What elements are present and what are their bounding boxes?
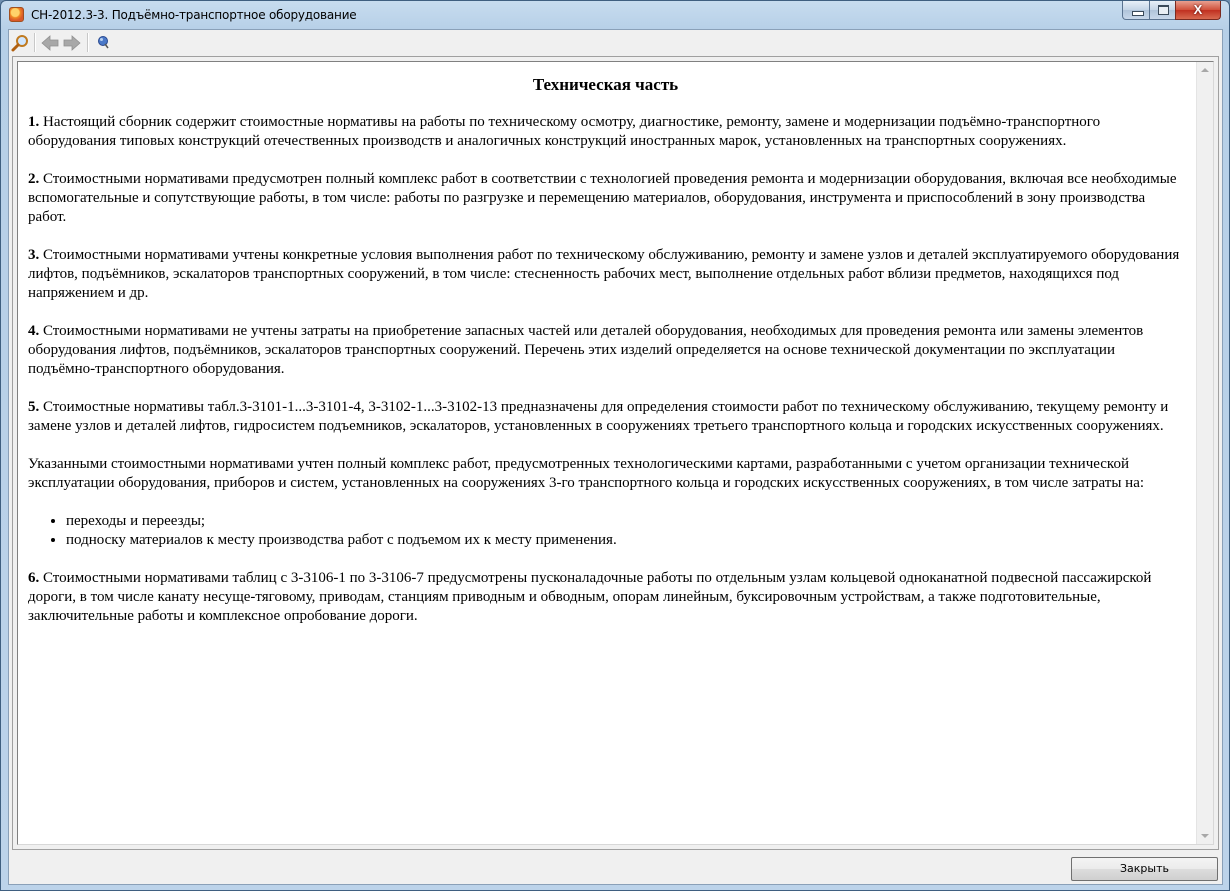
paragraph-number: 1. xyxy=(28,114,40,130)
note-paragraph: Указанными стоимостными нормативами учтен полный комплекс работ, предусмотренных технологическими картами, разработанными с учетом организации технической эксплуатации оборудования, приборов и систем, установленных на сооружениях 3-го транспортного кольца и городских искусственных сооружениях, в том числе затраты на: xyxy=(28,456,1145,491)
window-close-button[interactable] xyxy=(1175,1,1221,20)
paragraph-3 xyxy=(28,246,1183,303)
maximize-icon xyxy=(1158,5,1169,15)
document-frame xyxy=(12,56,1219,850)
document-body xyxy=(18,62,1193,844)
globe-pin-icon xyxy=(92,32,114,54)
back-button[interactable] xyxy=(39,32,61,54)
paragraph-text: Стоимостными нормативами предусмотрен полный комплекс работ в соответствии с технологией проведения ремонта и модернизации оборудования, включая все необходимые вспомогательные и сопутствующие работы, в том числе: работы по разгрузке и перемещению материалов, оборудования, инструмента и приспособлений в зону производства работ. xyxy=(28,171,1177,225)
paragraph-number: 2. xyxy=(28,171,40,187)
paragraph-number: 3. xyxy=(28,247,40,263)
client-area xyxy=(8,29,1223,885)
forward-button[interactable] xyxy=(61,32,83,54)
paragraph-1 xyxy=(28,113,1183,151)
title-bar[interactable] xyxy=(1,1,1229,29)
paragraph-number: 5. xyxy=(28,399,40,415)
close-icon: X xyxy=(1193,2,1203,17)
search-button[interactable] xyxy=(10,32,32,54)
paragraph-5 xyxy=(28,398,1183,436)
list-item: • переходы и переезды; xyxy=(66,512,1183,531)
window-title: СН-2012.3-3. Подъёмно-транспортное оборудование xyxy=(31,8,357,22)
paragraph-number: 4. xyxy=(28,323,40,339)
arrow-left-icon xyxy=(39,32,61,54)
cost-list xyxy=(28,512,1183,550)
paragraph-text: Стоимостные нормативы табл.3-3101-1...3-3101-4, 3-3102-1...3-3102-13 предназначены для определения стоимости работ по техническому обслуживанию, текущему ремонту и замене узлов и деталей лифтов, гидросистем подъемников, эскалаторов, установленных в сооружениях третьего транспортного кольца и городских искусственных сооружениях. xyxy=(28,399,1169,434)
document-heading: Техническая часть xyxy=(532,75,679,94)
list-item: • подноску материалов к месту производства работ с подъемом их к месту применения. xyxy=(66,531,1183,550)
paragraph-text: Стоимостными нормативами учтены конкретные условия выполнения работ по техническому обслуживанию, ремонту и замене узлов и деталей эксплуатируемого оборудования лифтов, подъёмников, эскалаторов транспортных сооружений, в том числе: стесненность рабочих мест, выполнение отдельных работ вблизи предметов, находящихся под напряжением и др. xyxy=(28,247,1180,301)
paragraph-text: Стоимостными нормативами не учтены затраты на приобретение запасных частей или деталей оборудования, необходимых для проведения ремонта или замены элементов оборудования лифтов, подъёмников, эскалаторов транспортных сооружений. Перечень этих изделий определяется на основе технической документации по эксплуатации подъёмно-транспортного оборудования. xyxy=(28,323,1144,377)
paragraph-text: Настоящий сборник содержит стоимостные нормативы на работы по техническому осмотру, диагностике, ремонту, замене и модернизации подъёмно-транспортного оборудования типовых конструкций отечественных производств и аналогичных конструкций иностранных марок, установленных на транспортных сооружениях. xyxy=(28,114,1101,149)
scroll-down-icon[interactable] xyxy=(1201,834,1209,838)
vertical-scrollbar[interactable] xyxy=(1196,62,1213,844)
magnifier-icon xyxy=(10,32,32,54)
paragraph-text: Стоимостными нормативами таблиц с 3-3106-1 по 3-3106-7 предусмотрены пусконаладочные работы по отдельным узлам кольцевой одноканатной подвесной пассажирской дороги, в том числе канату несуще-тяговому, приводам, станциям приводным и обводным, опорам линейным, буксировочным устройствам, а также подготовительные, заключительные работы и комплексное опробование дороги. xyxy=(28,570,1152,624)
paragraph-number: 6. xyxy=(28,570,40,586)
paragraph-2 xyxy=(28,170,1183,227)
document-viewer[interactable] xyxy=(17,61,1214,845)
locate-button[interactable] xyxy=(92,32,114,54)
paragraph-6 xyxy=(28,569,1183,626)
paragraph-4 xyxy=(28,322,1183,379)
minimize-icon xyxy=(1132,11,1144,16)
app-logo-icon xyxy=(9,7,24,22)
maximize-button[interactable] xyxy=(1149,1,1176,20)
toolbar-separator xyxy=(87,33,89,52)
toolbar-separator xyxy=(34,33,36,52)
scroll-up-icon[interactable] xyxy=(1201,68,1209,72)
toolbar xyxy=(9,30,1222,55)
minimize-button[interactable] xyxy=(1122,1,1150,20)
arrow-right-icon xyxy=(61,32,83,54)
close-dialog-button[interactable]: Закрыть xyxy=(1071,857,1218,881)
